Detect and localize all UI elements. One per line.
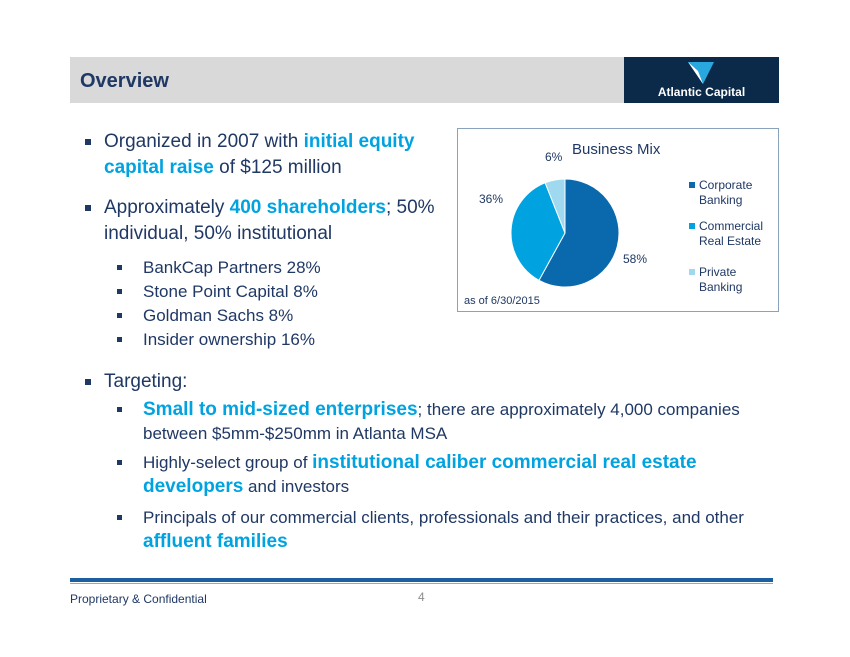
- list-item-text: BankCap Partners 28%: [143, 258, 321, 277]
- bullet-founding: [85, 129, 465, 181]
- pie-data-label: 58%: [623, 252, 648, 266]
- legend-item: [689, 265, 779, 295]
- bullet-highlight: initial equity capital raise: [104, 131, 415, 178]
- legend-label: Corporate Banking: [699, 178, 753, 207]
- bullet-text: of $125 million: [213, 157, 342, 178]
- legend-item: [689, 178, 779, 208]
- bullet-square-icon: [85, 379, 91, 385]
- bullet-square-icon: [117, 460, 122, 465]
- list-item-text: and investors: [243, 477, 350, 496]
- list-item: [117, 304, 293, 328]
- list-item: [117, 398, 747, 446]
- list-item-text: Highly-select group of: [143, 453, 313, 472]
- legend-label: Private Banking: [699, 265, 743, 294]
- bullet-highlight: affluent families: [143, 531, 288, 552]
- bullet-text: ; 50% individual, 50% institutional: [104, 197, 435, 244]
- footer-confidential: Proprietary & Confidential: [70, 592, 207, 606]
- pie-data-label: 36%: [479, 192, 504, 206]
- legend-swatch: [689, 182, 695, 188]
- bullet-square-icon: [117, 289, 122, 294]
- bullet-square-icon: [117, 313, 122, 318]
- pie-data-label: 6%: [545, 150, 563, 164]
- bullet-square-icon: [85, 139, 91, 145]
- title-bar: [70, 57, 779, 103]
- pie-chart: [458, 129, 688, 311]
- business-mix-chart: [457, 128, 779, 312]
- list-item: [117, 506, 757, 554]
- logo: [624, 57, 779, 103]
- legend-swatch: [689, 223, 695, 229]
- list-item-text: Goldman Sachs 8%: [143, 306, 294, 325]
- bullet-square-icon: [85, 205, 91, 211]
- bullet-text: Organized in 2007 with: [104, 131, 304, 152]
- bullet-shareholders: [85, 195, 455, 247]
- bullet-highlight: 400 shareholders: [229, 197, 386, 218]
- legend-item: [689, 219, 779, 249]
- list-item: [117, 280, 318, 304]
- bullet-targeting: [85, 369, 485, 395]
- page-number: 4: [418, 590, 425, 604]
- legend-swatch: [689, 269, 695, 275]
- bullet-square-icon: [117, 407, 122, 412]
- bullet-highlight: institutional caliber commercial real estate developers: [143, 452, 697, 497]
- chart-title: Business Mix: [572, 141, 661, 158]
- chart-note: as of 6/30/2015: [464, 295, 540, 307]
- page-title: Overview: [80, 70, 169, 92]
- list-item-text: Insider ownership 16%: [143, 330, 315, 349]
- bullet-square-icon: [117, 265, 122, 270]
- bullet-text: Approximately: [104, 197, 230, 218]
- bullet-highlight: Small to mid-sized enterprises: [143, 399, 418, 420]
- list-item: [117, 256, 321, 280]
- legend-label: Commercial Real Estate: [699, 219, 764, 248]
- bullet-square-icon: [117, 515, 122, 520]
- logo-text: Atlantic Capital: [657, 85, 746, 99]
- footer-rule-thin: [70, 583, 773, 584]
- footer-rule: [70, 578, 773, 582]
- list-item: [117, 451, 777, 499]
- list-item-text: Stone Point Capital 8%: [143, 282, 318, 301]
- bullet-text: Targeting:: [104, 371, 188, 392]
- list-item-text: Principals of our commercial clients, professionals and their practices, and other: [143, 508, 744, 527]
- list-item-text: ; there are approximately 4,000 companies between $5mm-$250mm in Atlanta MSA: [143, 400, 740, 443]
- logo-mark-icon: [686, 60, 716, 86]
- list-item: [117, 328, 315, 352]
- bullet-square-icon: [117, 337, 122, 342]
